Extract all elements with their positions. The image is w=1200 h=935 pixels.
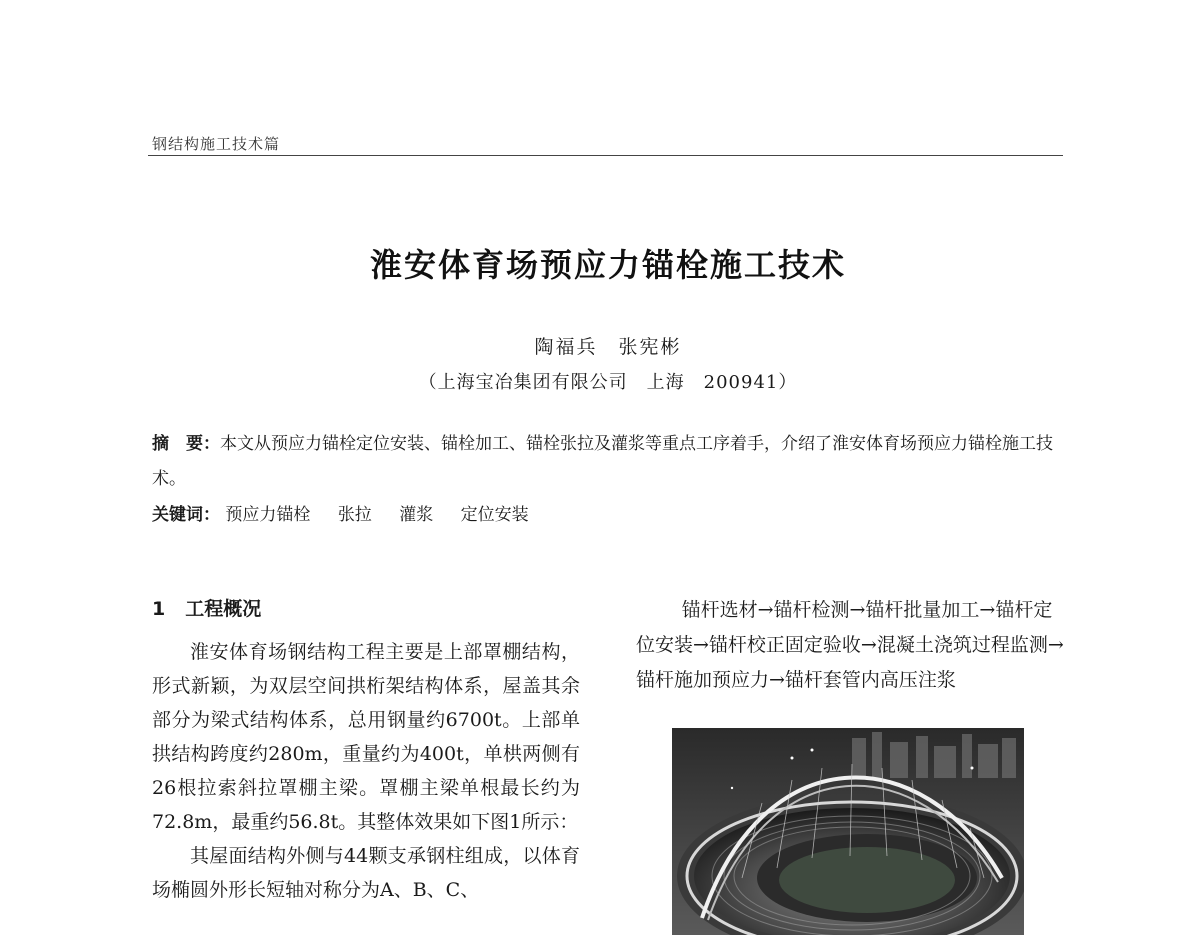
body-paragraph: 其屋面结构外侧与44颗支承钢柱组成，以体育场椭圆外形长短轴对称分为A、B、C、 — [152, 845, 580, 901]
abstract-label: 摘 要： — [152, 434, 220, 454]
body-paragraph: 淮安体育场钢结构工程主要是上部罩棚结构，形式新颖，为双层空间拱桁架结构体系，屋盖其余部分为梁式结构体系，总用钢量约6700t。上部单拱结构跨度约280m，重量约为400t，单栱两侧有26根拉索斜拉罩棚主梁。罩棚主梁单根最长约为72.8m，最重约56.8t。其整体效果如下图1所示： — [152, 641, 580, 833]
section-number: 1 — [152, 598, 166, 620]
keyword: 张拉 — [337, 505, 372, 525]
section-heading — [152, 594, 261, 621]
header-rule — [148, 155, 1063, 156]
keyword: 定位安装 — [460, 505, 529, 525]
keywords-label: 关键词： — [152, 505, 220, 525]
authors: 陶福兵 张宪彬 — [534, 336, 682, 358]
abstract-text: 本文从预应力锚栓定位安装、锚栓加工、锚栓张拉及灌浆等重点工序着手，介绍了淮安体育场预应力锚栓施工技术。 — [152, 434, 1053, 489]
running-head: 钢结构施工技术篇 — [152, 135, 281, 153]
section-title: 工程概况 — [185, 598, 262, 620]
paper-title: 淮安体育场预应力锚栓施工技术 — [369, 246, 846, 284]
keyword: 预应力锚栓 — [225, 505, 311, 525]
stadium-photo — [672, 728, 1024, 935]
left-column — [152, 635, 580, 907]
keywords — [152, 500, 1062, 530]
process-flow-text: 锚杆选材→锚杆检测→锚杆批量加工→锚杆定位安装→锚杆校正固定验收→混凝土浇筑过程监测→锚杆施加预应力→锚杆套管内高压注浆 — [636, 599, 1064, 691]
keyword: 灌浆 — [399, 505, 434, 525]
right-column — [636, 593, 1066, 698]
affiliation: （上海宝冶集团有限公司 上海 200941） — [418, 372, 798, 393]
abstract — [152, 427, 1062, 497]
